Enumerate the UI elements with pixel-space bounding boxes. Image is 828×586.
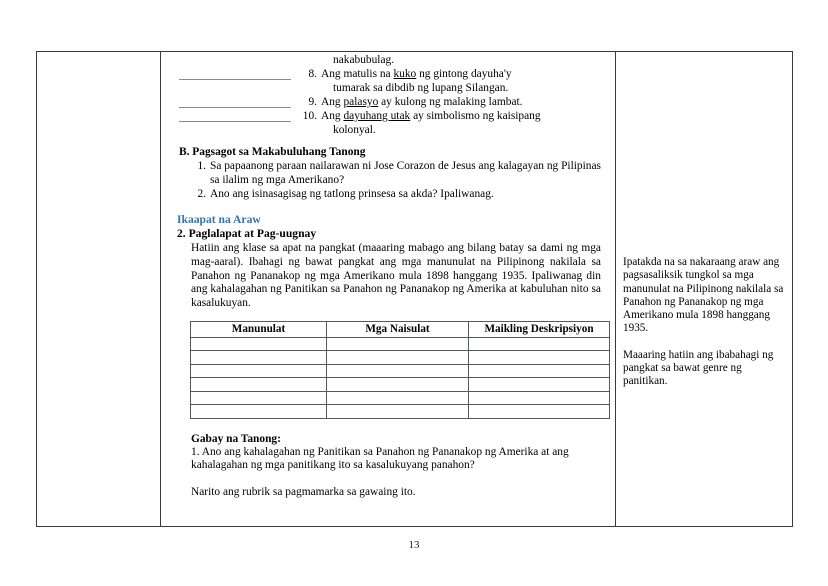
gabay-heading: Gabay na Tanong: <box>191 432 281 445</box>
item-lead: Ang matulis na <box>321 67 394 80</box>
table-cell[interactable] <box>469 351 610 365</box>
section-b-heading: B. Pagsagot sa Makabuluhang Tanong <box>179 146 366 159</box>
table-cell[interactable] <box>469 378 610 392</box>
page-number: 13 <box>408 539 420 551</box>
question-text: Sa papaanong paraan nailarawan ni Jose Corazon de Jesus ang kalagayan ng Pilipinas sa ilalim ng mga Amerikano? <box>210 160 601 187</box>
answer-blank-line[interactable] <box>173 110 291 124</box>
table-row <box>191 351 610 365</box>
item-tail: ng gintong dayuha'y <box>416 67 512 80</box>
item-text <box>321 96 605 110</box>
item-underlined-word: kuko <box>393 67 417 80</box>
answer-blank-line[interactable] <box>173 68 291 82</box>
table-cell[interactable] <box>327 391 469 405</box>
answer-blank-line[interactable] <box>173 96 291 110</box>
table-cell[interactable] <box>191 378 327 392</box>
table-cell[interactable] <box>191 391 327 405</box>
table-cell[interactable] <box>191 337 327 351</box>
table-row <box>191 364 610 378</box>
activity-heading: 2. Paglalapat at Pag-uugnay <box>177 227 317 241</box>
item-underlined-word: palasyo <box>343 95 379 108</box>
item-lead: Ang <box>321 109 344 122</box>
activity-paragraph: Hatiin ang klase sa apat na pangkat (maaaring mabago ang bilang batay sa dami ng mga mag-aaral). Ibahagi ng bawat pangkat ang mga manunulat na Pilipinong nakilala sa Panahon ng Pananakop ng mga Amerikano mula 1898 hanggang 1935. Ipaliwanag din ang kahalagahan ng Panitikan sa Panahon ng Pananakop ng Amerika at kabuluhan nito sa kasalukuyan. <box>191 242 601 310</box>
table-cell[interactable] <box>191 351 327 365</box>
table-row <box>191 405 610 419</box>
gabay-note: Narito ang rubrik sa pagmamarka sa gawaing ito. <box>191 485 416 498</box>
item-text <box>321 68 605 82</box>
table-cell[interactable] <box>327 378 469 392</box>
table-header-row <box>191 321 610 337</box>
list-item <box>173 68 605 82</box>
list-item <box>173 188 605 202</box>
notes-top-spacer <box>623 57 784 256</box>
table-row <box>191 391 610 405</box>
item-continuation: kolonyal. <box>333 123 376 136</box>
table-cell[interactable] <box>191 405 327 419</box>
list-item <box>173 96 605 110</box>
item-number: 10. <box>302 109 317 122</box>
table-cell[interactable] <box>327 364 469 378</box>
note-paragraph: Ipatakda na sa nakaraang araw ang pagsasaliksik tungkol sa mga manunulat na Pilipinong nakilala sa Panahon ng Pananakop ng mga Amerikano mula 1898 hanggang 1935. <box>623 256 784 335</box>
left-empty-column <box>37 52 161 526</box>
table-cell[interactable] <box>469 337 610 351</box>
right-notes-column <box>616 52 792 526</box>
fill-in-blank-list <box>173 68 605 138</box>
item-number: 8. <box>308 67 317 80</box>
item-tail: ay simbolismo ng kaisipang <box>410 109 541 122</box>
question-number: 1. <box>197 160 206 173</box>
activity-table <box>190 321 610 419</box>
note-paragraph: Maaaring hatiin ang ibabahagi ng pangkat sa bawat genre ng panitikan. <box>623 348 774 388</box>
item-text <box>321 110 605 124</box>
item-underlined-word: dayuhang utak <box>343 109 411 122</box>
list-item <box>173 110 605 124</box>
table-cell[interactable] <box>469 405 610 419</box>
item-tail: ay kulong ng malaking lambat. <box>378 95 523 108</box>
question-number: 2. <box>197 187 206 200</box>
list-item <box>173 160 605 187</box>
table-cell[interactable] <box>327 337 469 351</box>
question-text: Ano ang isinasagisag ng tatlong prinsesa sa akda? Ipaliwanag. <box>210 187 494 200</box>
table-cell[interactable] <box>469 364 610 378</box>
section-b-question-list <box>173 160 605 201</box>
page-frame <box>36 51 793 527</box>
gabay-question: 1. Ano ang kahalagahan ng Panitikan sa Panahon ng Pananakop ng Amerika at ang kahalagahan ng mga panitikang ito sa kasalukuyang panahon? <box>191 445 569 472</box>
day-heading: Ikaapat na Araw <box>177 213 261 227</box>
item-continuation: tumarak sa dibdib ng lupang Silangan. <box>333 81 509 94</box>
table-cell[interactable] <box>191 364 327 378</box>
orphan-continuation-line: nakabubulag. <box>333 54 395 66</box>
table-row <box>191 337 610 351</box>
item-number: 9. <box>308 95 317 108</box>
table-cell[interactable] <box>327 351 469 365</box>
item-lead: Ang <box>321 95 344 108</box>
table-row <box>191 378 610 392</box>
column-header-manunulat: Manunulat <box>191 321 327 337</box>
main-content-column <box>161 52 616 526</box>
table-cell[interactable] <box>469 391 610 405</box>
column-header-maikling-deskripsiyon: Maikling Deskripsiyon <box>469 321 610 337</box>
column-header-mga-naisulat: Mga Naisulat <box>327 321 469 337</box>
table-cell[interactable] <box>327 405 469 419</box>
